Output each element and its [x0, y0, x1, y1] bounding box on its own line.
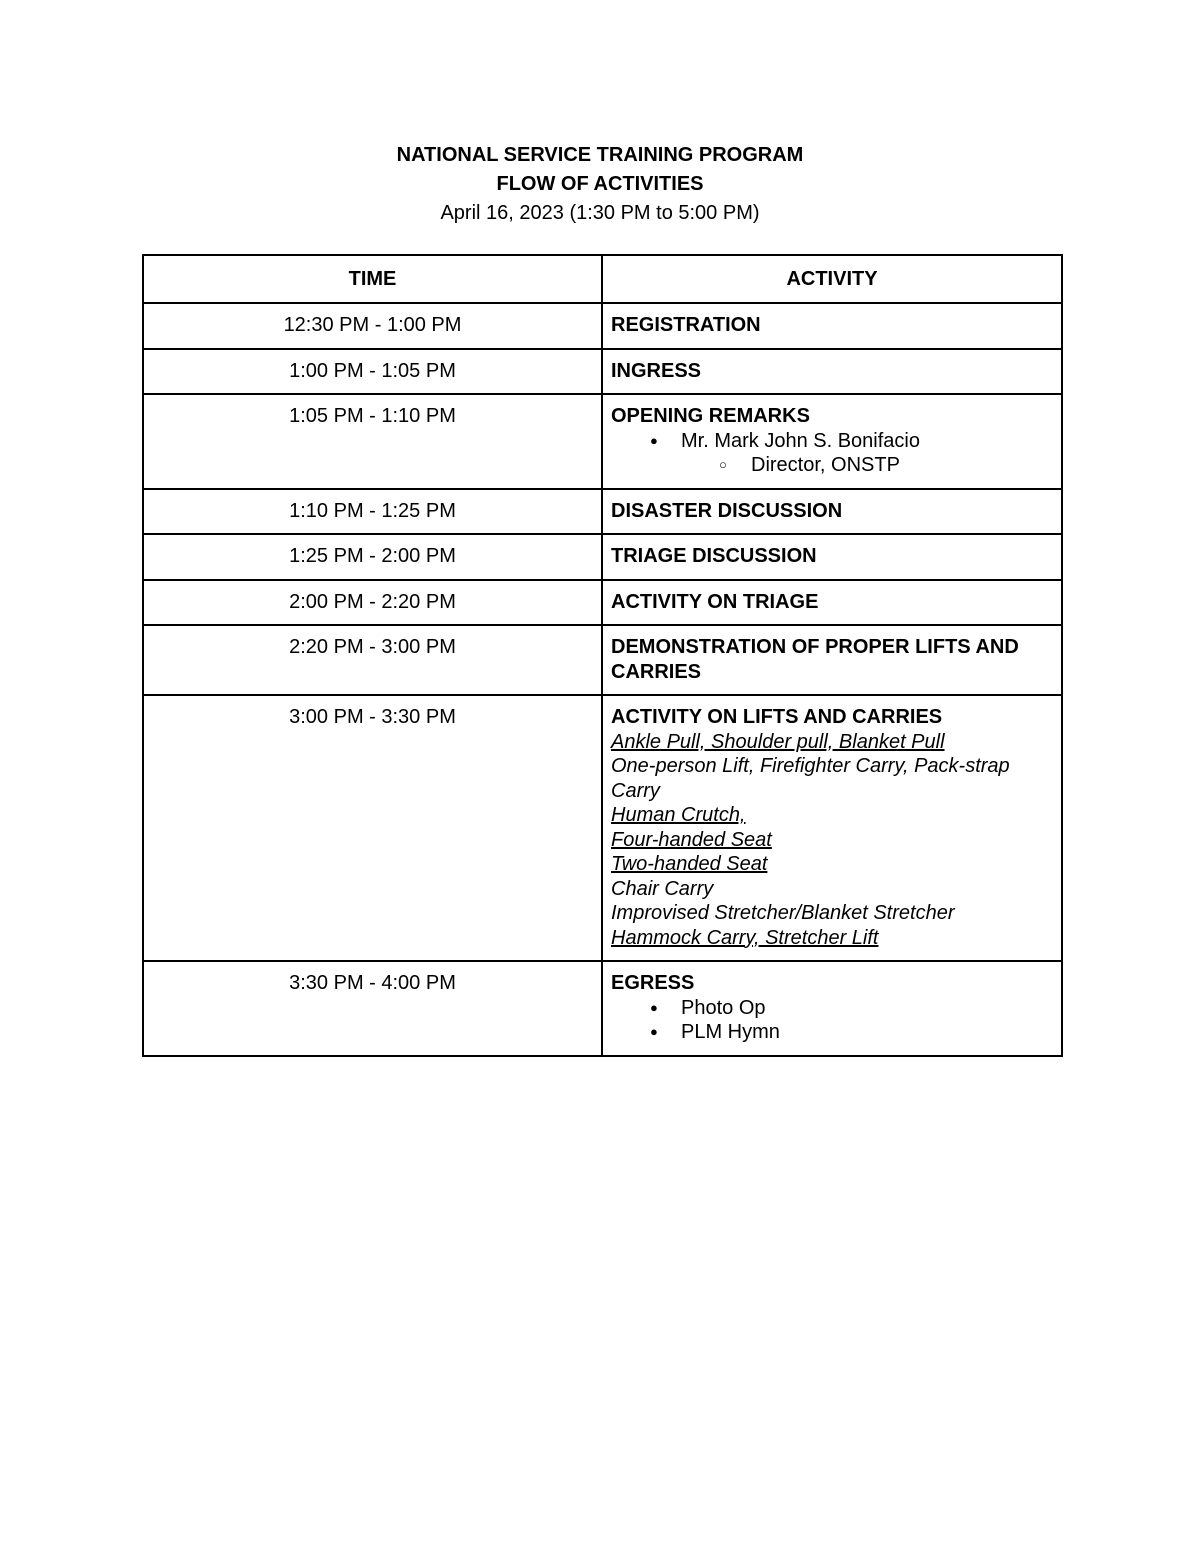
egress-item: PLM Hymn	[681, 1021, 780, 1043]
activity-title: REGISTRATION	[611, 314, 761, 336]
bullet-icon: ●	[650, 999, 658, 1015]
activity-cell	[602, 489, 1062, 535]
event-date: April 16, 2023 (1:30 PM to 5:00 PM)	[440, 202, 760, 224]
activity-title: TRIAGE DISCUSSION	[611, 545, 817, 567]
activity-cell	[602, 961, 1062, 1056]
table-header-row	[143, 255, 1062, 303]
hollow-bullet-icon: ○	[719, 457, 727, 472]
lift-item: One-person Lift, Firefighter Carry, Pack-strap Carry	[611, 755, 1010, 802]
time-cell: 2:20 PM - 3:00 PM	[143, 625, 602, 695]
time-cell: 1:10 PM - 1:25 PM	[143, 489, 602, 535]
document-subtitle: FLOW OF ACTIVITIES	[496, 173, 704, 195]
time-cell: 3:00 PM - 3:30 PM	[143, 695, 602, 961]
lift-item: Human Crutch,	[611, 804, 746, 826]
activity-title: ACTIVITY ON LIFTS AND CARRIES	[611, 706, 943, 728]
activity-title: INGRESS	[611, 359, 702, 382]
speaker-list	[611, 429, 1053, 478]
activity-title: ACTIVITY ON TRIAGE	[611, 590, 819, 613]
table-row	[143, 961, 1062, 1056]
document-header	[0, 141, 1200, 228]
document-title: NATIONAL SERVICE TRAINING PROGRAM	[396, 144, 804, 166]
lift-item: Improvised Stretcher/Blanket Stretcher	[611, 902, 955, 924]
column-header-activity: ACTIVITY	[602, 255, 1062, 303]
table-row	[143, 394, 1062, 489]
table-row	[143, 695, 1062, 961]
speaker-role-list	[681, 453, 1053, 478]
speaker-name: Mr. Mark John S. Bonifacio	[681, 429, 920, 452]
table-row	[143, 489, 1062, 535]
table-row	[143, 625, 1062, 695]
activity-cell	[602, 534, 1062, 580]
table-row	[143, 349, 1062, 395]
list-item	[611, 1020, 1053, 1045]
column-header-time: TIME	[143, 255, 602, 303]
activity-cell	[602, 394, 1062, 489]
table-row	[143, 534, 1062, 580]
activity-title: OPENING REMARKS	[611, 405, 810, 427]
table-row	[143, 580, 1062, 626]
lift-item: Chair Carry	[611, 877, 714, 900]
time-cell: 1:25 PM - 2:00 PM	[143, 534, 602, 580]
lift-item: Two-handed Seat	[611, 853, 768, 875]
lift-item: Four-handed Seat	[611, 828, 772, 851]
activity-cell	[602, 349, 1062, 395]
speaker-role: Director, ONSTP	[751, 454, 900, 476]
activity-title: DISASTER DISCUSSION	[611, 499, 843, 522]
table-row	[143, 303, 1062, 349]
activity-cell	[602, 303, 1062, 349]
activity-cell	[602, 625, 1062, 695]
time-cell: 1:05 PM - 1:10 PM	[143, 394, 602, 489]
lift-item: Ankle Pull, Shoulder pull, Blanket Pull	[611, 730, 945, 753]
bullet-icon: ●	[650, 432, 658, 448]
activity-cell	[602, 695, 1062, 961]
time-cell: 1:00 PM - 1:05 PM	[143, 349, 602, 395]
time-cell: 12:30 PM - 1:00 PM	[143, 303, 602, 349]
time-cell: 2:00 PM - 2:20 PM	[143, 580, 602, 626]
activity-cell	[602, 580, 1062, 626]
activity-title: EGRESS	[611, 972, 695, 994]
list-item	[681, 453, 1053, 478]
egress-item: Photo Op	[681, 996, 766, 1019]
egress-list	[611, 996, 1053, 1045]
time-cell: 3:30 PM - 4:00 PM	[143, 961, 602, 1056]
lift-item: Hammock Carry, Stretcher Lift	[611, 926, 879, 949]
bullet-icon: ●	[650, 1024, 658, 1039]
schedule-table	[142, 254, 1063, 1057]
activity-title: DEMONSTRATION OF PROPER LIFTS AND CARRIES	[611, 636, 1019, 683]
list-item	[611, 429, 1053, 478]
list-item	[611, 996, 1053, 1021]
